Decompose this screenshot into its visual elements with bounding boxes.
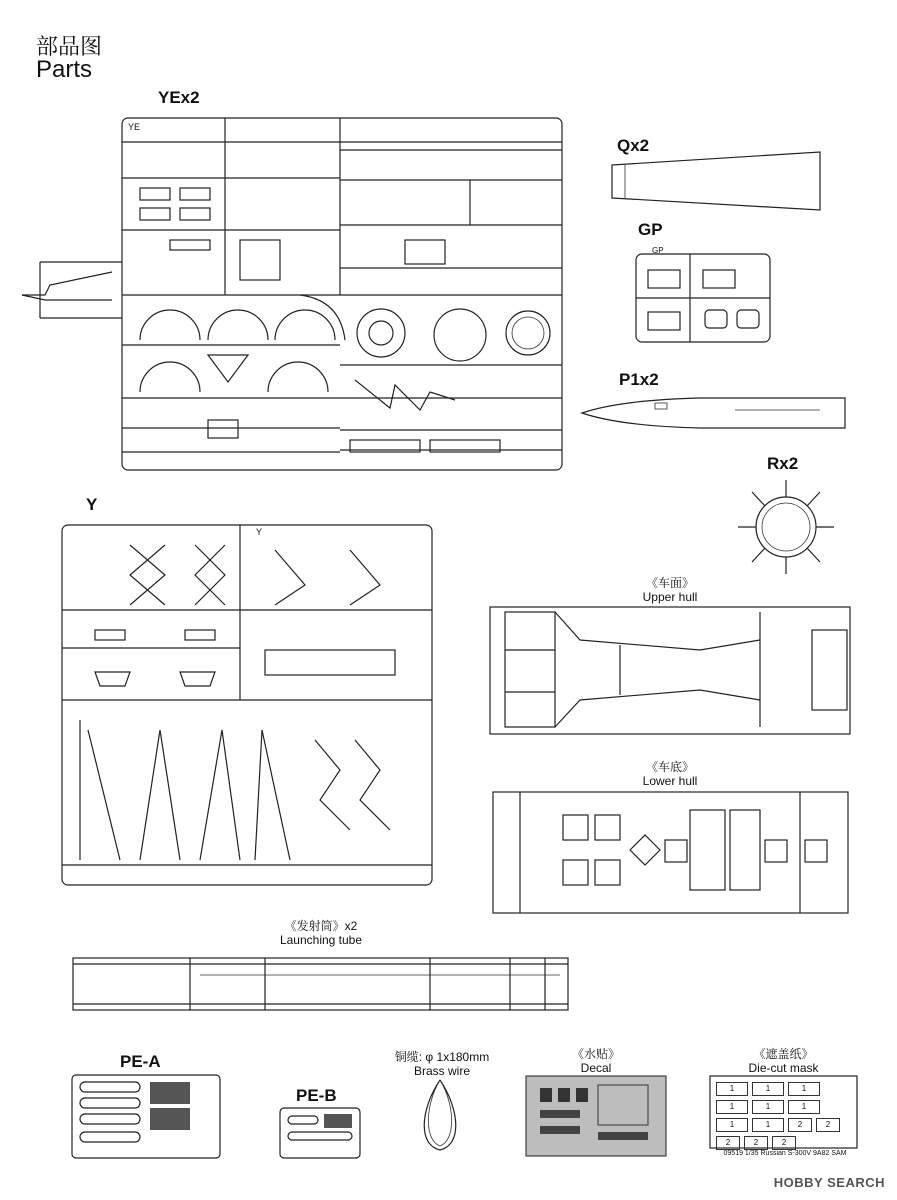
mask-piece: 2 (788, 1118, 812, 1132)
lower-hull-drawing (493, 792, 848, 913)
mask-piece: 2 (744, 1136, 768, 1150)
pe-b-label: PE-B (296, 1086, 337, 1105)
upper-hull-caption-cn: 《车面》 (645, 576, 694, 590)
brass-wire-caption-en: Brass wire (413, 1064, 470, 1078)
sprue-gp-tag: GP (652, 246, 664, 255)
sprue-ye-tag: YE (128, 122, 141, 132)
launching-tube-caption (246, 919, 396, 947)
brass-wire-caption-cn: 铜缆: φ 1x180mm (394, 1050, 490, 1064)
brass-wire-caption (380, 1050, 504, 1078)
mask-piece: 2 (716, 1136, 740, 1150)
mask-piece: 1 (788, 1100, 820, 1114)
sprue-y-tag: Y (256, 527, 263, 537)
sprue-p1-label: P1x2 (619, 370, 659, 389)
sprue-y-label: Y (86, 495, 98, 514)
sprue-r-label: Rx2 (767, 454, 799, 473)
mask-grid (712, 1078, 855, 1146)
mask-piece: 1 (752, 1100, 784, 1114)
part-q-drawing (612, 152, 820, 210)
mask-footer: 09519 1/35 Russian S-300V 9A82 SAM (723, 1150, 847, 1157)
sprue-q-label: Qx2 (617, 136, 650, 155)
page-title-cn: 部品图 (36, 35, 103, 60)
launching-tube-caption-cn: 《发射筒》x2 (284, 919, 358, 933)
mask-piece: 2 (772, 1136, 796, 1150)
launching-tube-drawing (73, 958, 568, 1010)
page-title-en: Parts (36, 56, 93, 83)
watermark: HOBBY SEARCH (773, 1175, 885, 1190)
launching-tube-caption-en: Launching tube (279, 933, 363, 947)
mask-piece: 2 (816, 1118, 840, 1132)
mask-caption (720, 1047, 847, 1075)
decal-caption (536, 1047, 656, 1075)
decal-caption-en: Decal (580, 1061, 612, 1075)
part-r-drawing (738, 480, 834, 574)
sprue-gp-label: GP (638, 220, 663, 239)
pe-b-drawing (280, 1108, 360, 1158)
mask-piece: 1 (716, 1118, 748, 1132)
lower-hull-caption (600, 760, 740, 788)
mask-caption-cn: 《遮盖纸》 (753, 1047, 814, 1061)
lower-hull-caption-cn: 《车底》 (645, 760, 694, 774)
decal-drawing (526, 1076, 666, 1156)
mask-piece: 1 (752, 1118, 784, 1132)
lower-hull-caption-en: Lower hull (642, 774, 698, 788)
upper-hull-drawing (490, 607, 850, 734)
sprue-ye-label: YEx2 (158, 88, 200, 107)
upper-hull-caption-en: Upper hull (642, 590, 698, 604)
pe-a-label: PE-A (120, 1052, 161, 1071)
pe-a-drawing (72, 1075, 220, 1158)
sprue-gp-drawing (636, 254, 770, 342)
mask-piece: 1 (752, 1082, 784, 1096)
mask-caption-en: Die-cut mask (748, 1061, 819, 1075)
brass-wire-drawing (424, 1080, 456, 1150)
mask-piece: 1 (788, 1082, 820, 1096)
decal-caption-cn: 《水贴》 (571, 1047, 620, 1061)
part-p1-drawing (582, 398, 845, 428)
mask-piece: 1 (716, 1100, 748, 1114)
sprue-y-drawing (62, 525, 432, 885)
sprue-ye-drawing (22, 118, 562, 470)
mask-piece: 1 (716, 1082, 748, 1096)
upper-hull-caption (600, 576, 740, 604)
